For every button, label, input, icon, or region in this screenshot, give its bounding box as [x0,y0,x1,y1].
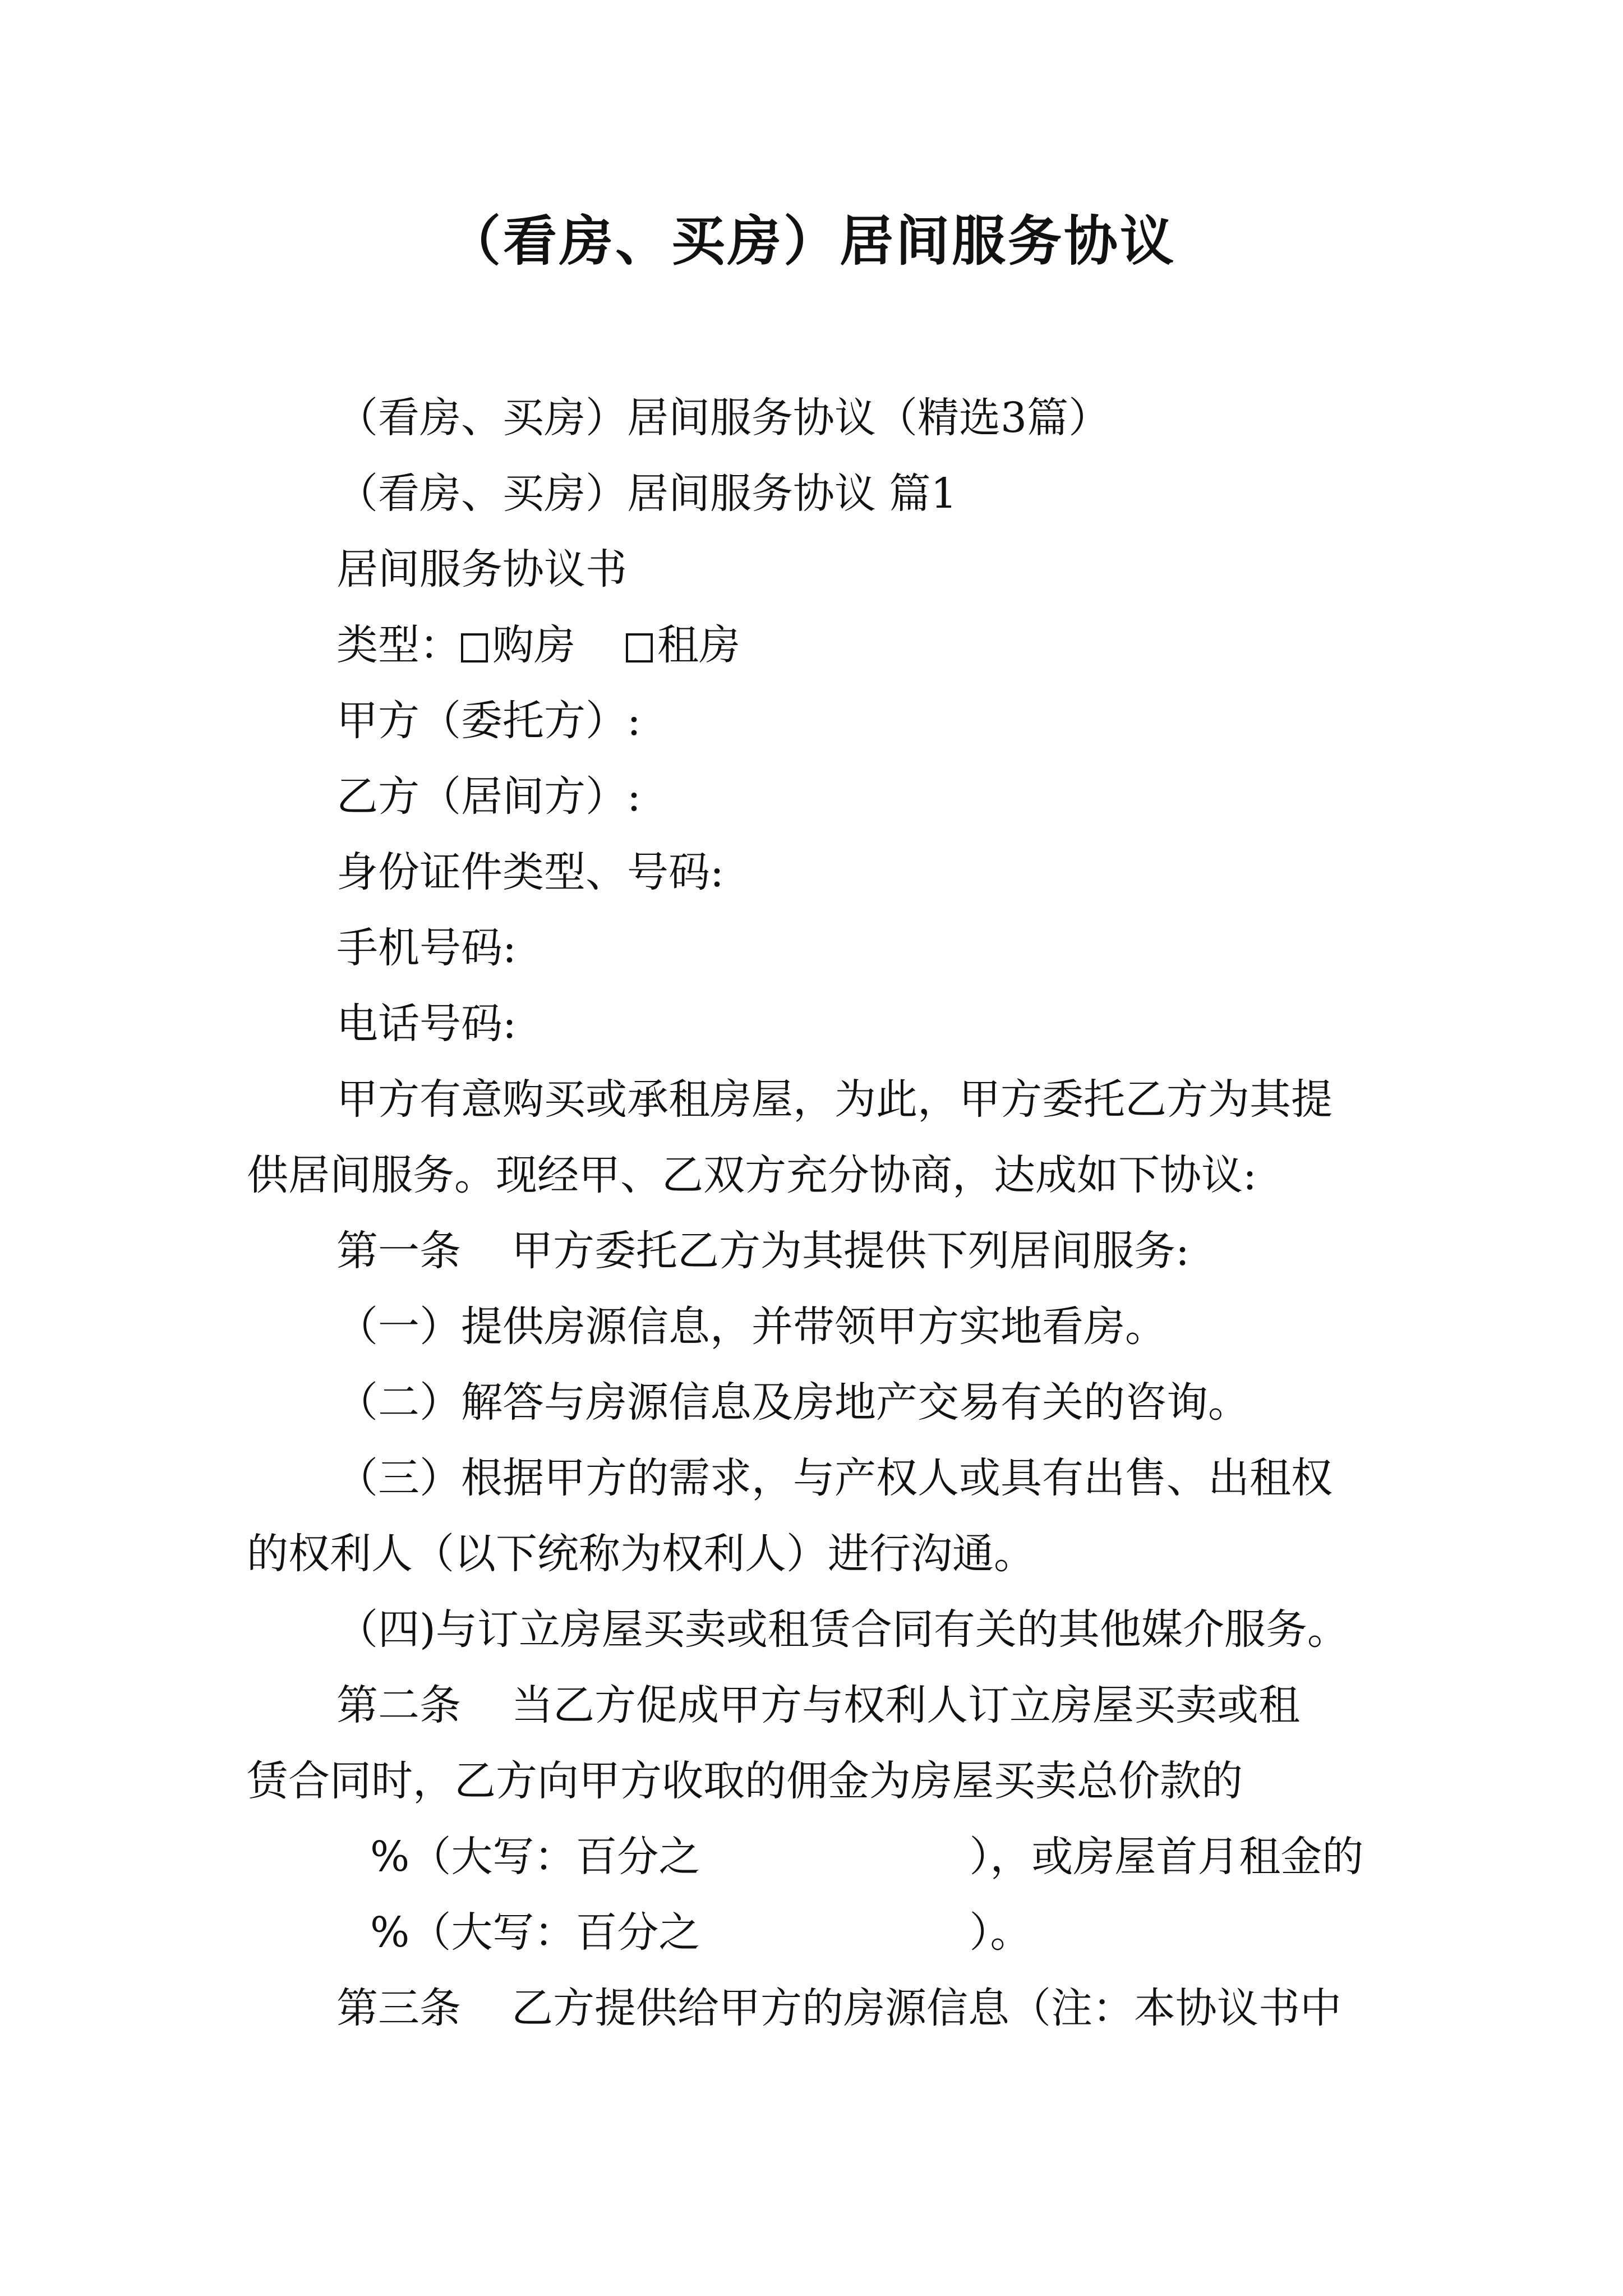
clause2-line2: 赁合同时，乙方向甲方收取的佣金为房屋买卖总价款的 [247,1757,1243,1805]
party-a-line: 甲方（委托方）: [336,697,641,745]
type-option-buy: 购房 [492,621,575,669]
doc-name: 居间服务协议书 [336,545,627,593]
clause1-number: 第一条 [336,1227,461,1275]
clause2-number: 第二条 [336,1681,461,1729]
type-option-rent: 租房 [657,621,740,669]
clause2-line4-part-a: %（大写：百分之 [370,1908,700,1957]
mobile-line: 手机号码: [336,924,517,972]
clause2-line1 [336,1674,1300,1736]
clause2-line3-part-a: %（大写：百分之 [370,1833,700,1881]
clause2-line4-part-b: ）。 [969,1908,1032,1957]
party-b-line: 乙方（居间方）: [336,772,641,821]
clause3-line1-text: 乙方提供给甲方的房源信息（注：本协议书中 [511,1984,1341,2032]
clause1-heading [336,1220,1189,1282]
clause1-item4: （四)与订立房屋买卖或租赁合同有关的其他媒介服务。 [336,1605,1349,1654]
clause1-item3-line2: 的权利人（以下统称为权利人）进行沟通。 [247,1530,1035,1578]
clause2-line4 [370,1902,1031,1963]
clause1-item1: （一）提供房源信息，并带领甲方实地看房。 [336,1303,1166,1351]
intro-line-1: 甲方有意购买或承租房屋，为此，甲方委托乙方为其提 [336,1075,1332,1124]
clause3-number: 第三条 [336,1984,461,2032]
type-line [336,614,740,676]
clause1-item2: （二）解答与房源信息及房地产交易有关的咨询。 [336,1378,1249,1427]
buy-checkbox [461,633,488,662]
phone-line: 电话号码: [336,1000,517,1048]
clause1-heading-text: 甲方委托乙方为其提供下列居间服务: [511,1227,1189,1275]
collection-heading: （看房、买房）居间服务协议（精选3篇） [336,394,1110,442]
id-type-number-line: 身份证件类型、号码: [336,848,724,896]
article-heading: （看房、买房）居间服务协议 篇1 [336,470,957,518]
intro-line-2: 供居间服务。现经甲、乙双方充分协商，达成如下协议: [247,1151,1257,1199]
clause2-line1-text: 当乙方促成甲方与权利人订立房屋买卖或租 [511,1681,1300,1729]
clause1-item3-line1: （三）根据甲方的需求，与产权人或具有出售、出租权 [336,1454,1332,1502]
clause3-line1 [336,1977,1341,2039]
rent-checkbox [626,633,653,662]
clause2-line3-part-b: ），或房屋首月租金的 [969,1833,1364,1881]
document-title: （看房、买房）居间服务协议 [447,209,1176,273]
clause2-line3 [370,1826,1363,1888]
type-label: 类型： [336,621,461,669]
